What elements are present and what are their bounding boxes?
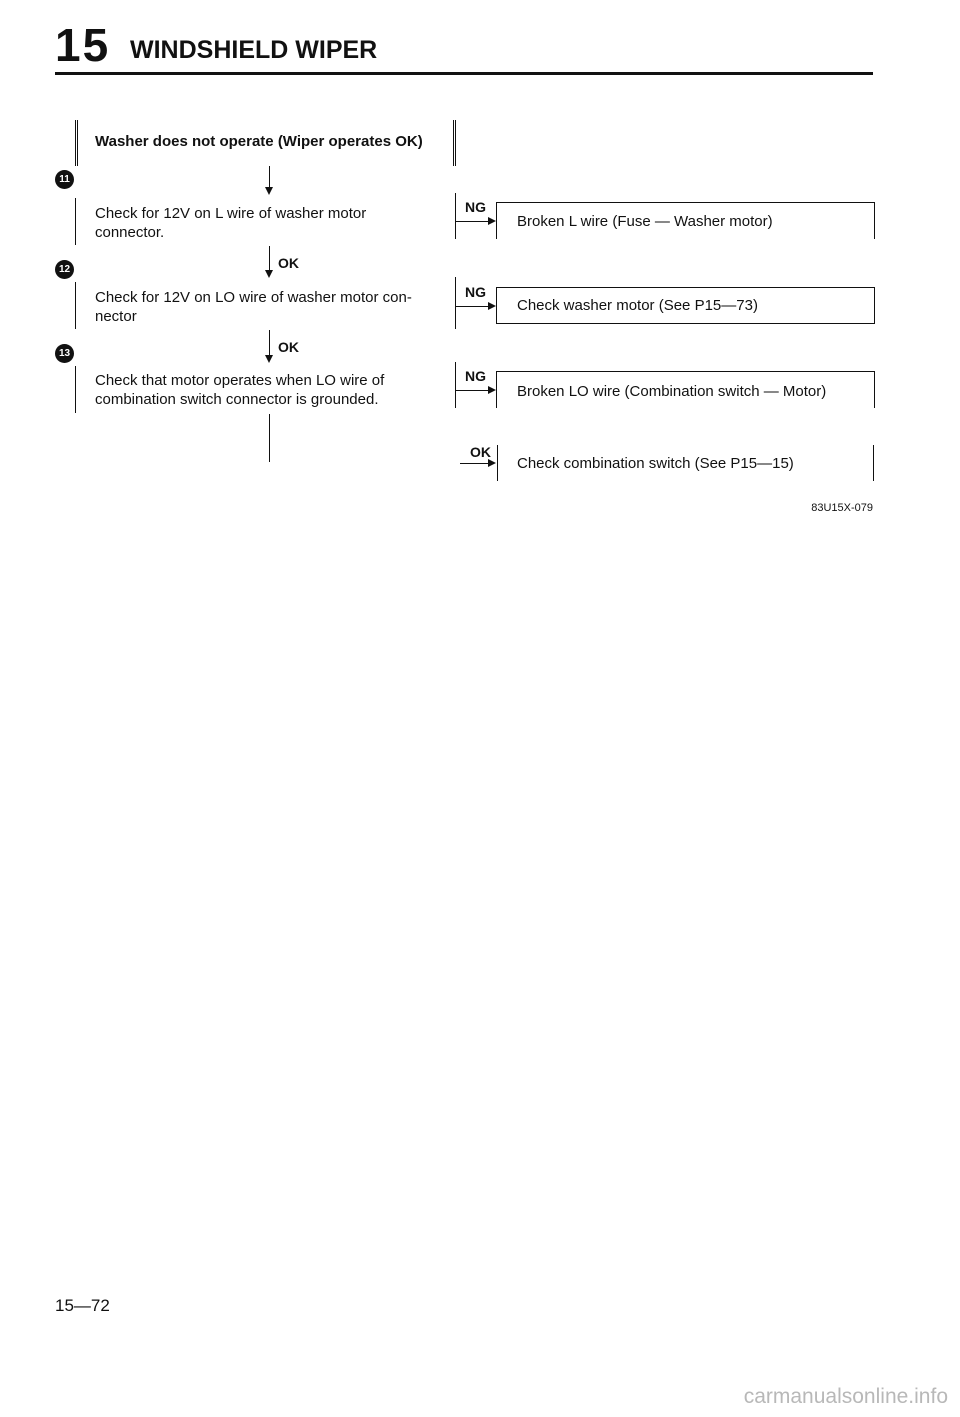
step-text: Check for 12V on LO wire of washer motor connector [95,289,412,325]
ng-label: NG [465,199,486,215]
step-bracket [75,366,76,413]
page-number: 15—72 [55,1296,110,1315]
step-number-badge: 12 [55,260,74,279]
branch-bracket [455,362,456,408]
step-bracket [75,282,76,329]
arrow-down-icon [265,355,273,363]
ng-label: NG [465,284,486,300]
branch-connector [460,463,488,464]
result-text: Broken LO wire (Combination switch — Motor) [517,383,827,400]
step-text: Check for 12V on L wire of washer motor connector. [95,205,367,241]
branch-connector [456,390,488,391]
result-text: Check washer motor (See P15—73) [517,297,758,314]
section-title: WINDSHIELD WIPER [130,36,378,64]
header-rule [55,72,873,75]
flowchart-title: Washer does not operate (Wiper operates OK) [95,133,423,150]
ng-label: NG [465,368,486,384]
section-number: 15 [55,19,111,71]
step-bracket [75,198,76,245]
result-box-right [873,445,874,481]
result-box-left [497,445,498,481]
figure-code: 83U15X-079 [811,502,873,514]
title-bar-left [75,120,78,166]
flow-connector [269,414,270,462]
branch-connector [456,306,488,307]
step-text: Check that motor operates when LO wire of combination switch connector is grounded. [95,372,385,408]
ok-label: OK [470,444,491,460]
arrow-right-icon [488,217,496,225]
branch-bracket [455,193,456,239]
arrow-right-icon [488,302,496,310]
flow-connector [269,246,270,271]
arrow-down-icon [265,187,273,195]
ok-label: OK [278,339,299,355]
flow-connector [269,166,270,188]
arrow-right-icon [488,386,496,394]
arrow-right-icon [488,459,496,467]
arrow-down-icon [265,270,273,278]
flow-connector [269,330,270,356]
branch-connector [456,221,488,222]
result-text: Check combination switch (See P15—15) [517,455,794,472]
step-number-badge: 11 [55,170,74,189]
watermark: carmanualsonline.info [743,1385,948,1408]
ok-label: OK [278,255,299,271]
branch-bracket [455,277,456,329]
step-number-badge: 13 [55,344,74,363]
result-text: Broken L wire (Fuse — Washer motor) [517,213,773,230]
title-bar-right [453,120,456,166]
